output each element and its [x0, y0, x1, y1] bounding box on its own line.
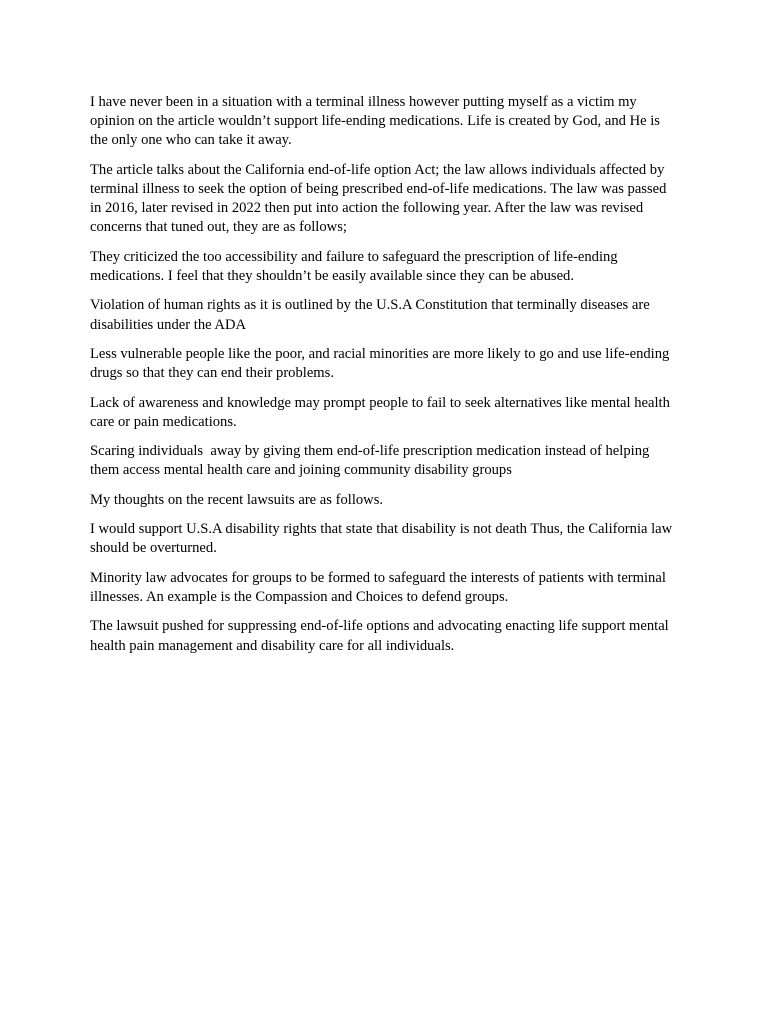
paragraph-1: I have never been in a situation with a terminal illness however putting myself as a victim my opinion on the article wouldn’t support life-ending medications. Life is created by God, and He is the only one who can take it away.	[90, 94, 660, 149]
paragraph-8: My thoughts on the recent lawsuits are as follows.	[90, 491, 384, 508]
paragraph-9: I would support U.S.A disability rights that state that disability is not death Thus, the California law should be overturned.	[90, 521, 673, 557]
paragraph-10: Minority law advocates for groups to be formed to safeguard the interests of patients with terminal illnesses. An example is the Compassion and Choices to defend groups.	[90, 569, 666, 605]
paragraph-7: Scaring individuals away by giving them end-of-life prescription medication instead of helping them access mental health care and joining community disability groups	[90, 443, 653, 479]
paragraph-5: Less vulnerable people like the poor, and racial minorities are more likely to go and use life-ending drugs so that they can end their problems.	[90, 345, 670, 382]
paragraph-6: Lack of awareness and knowledge may prompt people to fail to seek alternatives like mental health care or pain medications.	[90, 394, 670, 430]
paragraph-2: The article talks about the California end-of-life option Act; the law allows individuals affected by terminal illness to seek the option of being prescribed end-of-life medications. The law was passed in 2016, later revised in 2022 then put into action the following year. After the law was revised concerns that tuned out, they are as follows;	[90, 161, 667, 236]
paragraph-4: Violation of human rights as it is outlined by the U.S.A Constitution that terminally diseases are disabilities under the ADA	[90, 297, 650, 333]
paragraph-11: The lawsuit pushed for suppressing end-of-life options and advocating enacting life support mental health pain management and disability care for all individuals.	[90, 618, 669, 654]
document-body	[90, 93, 680, 666]
paragraph-3: They criticized the too accessibility and failure to safeguard the prescription of life-ending medications. I feel that they shouldn’t be easily available since they can be abused.	[90, 248, 618, 284]
